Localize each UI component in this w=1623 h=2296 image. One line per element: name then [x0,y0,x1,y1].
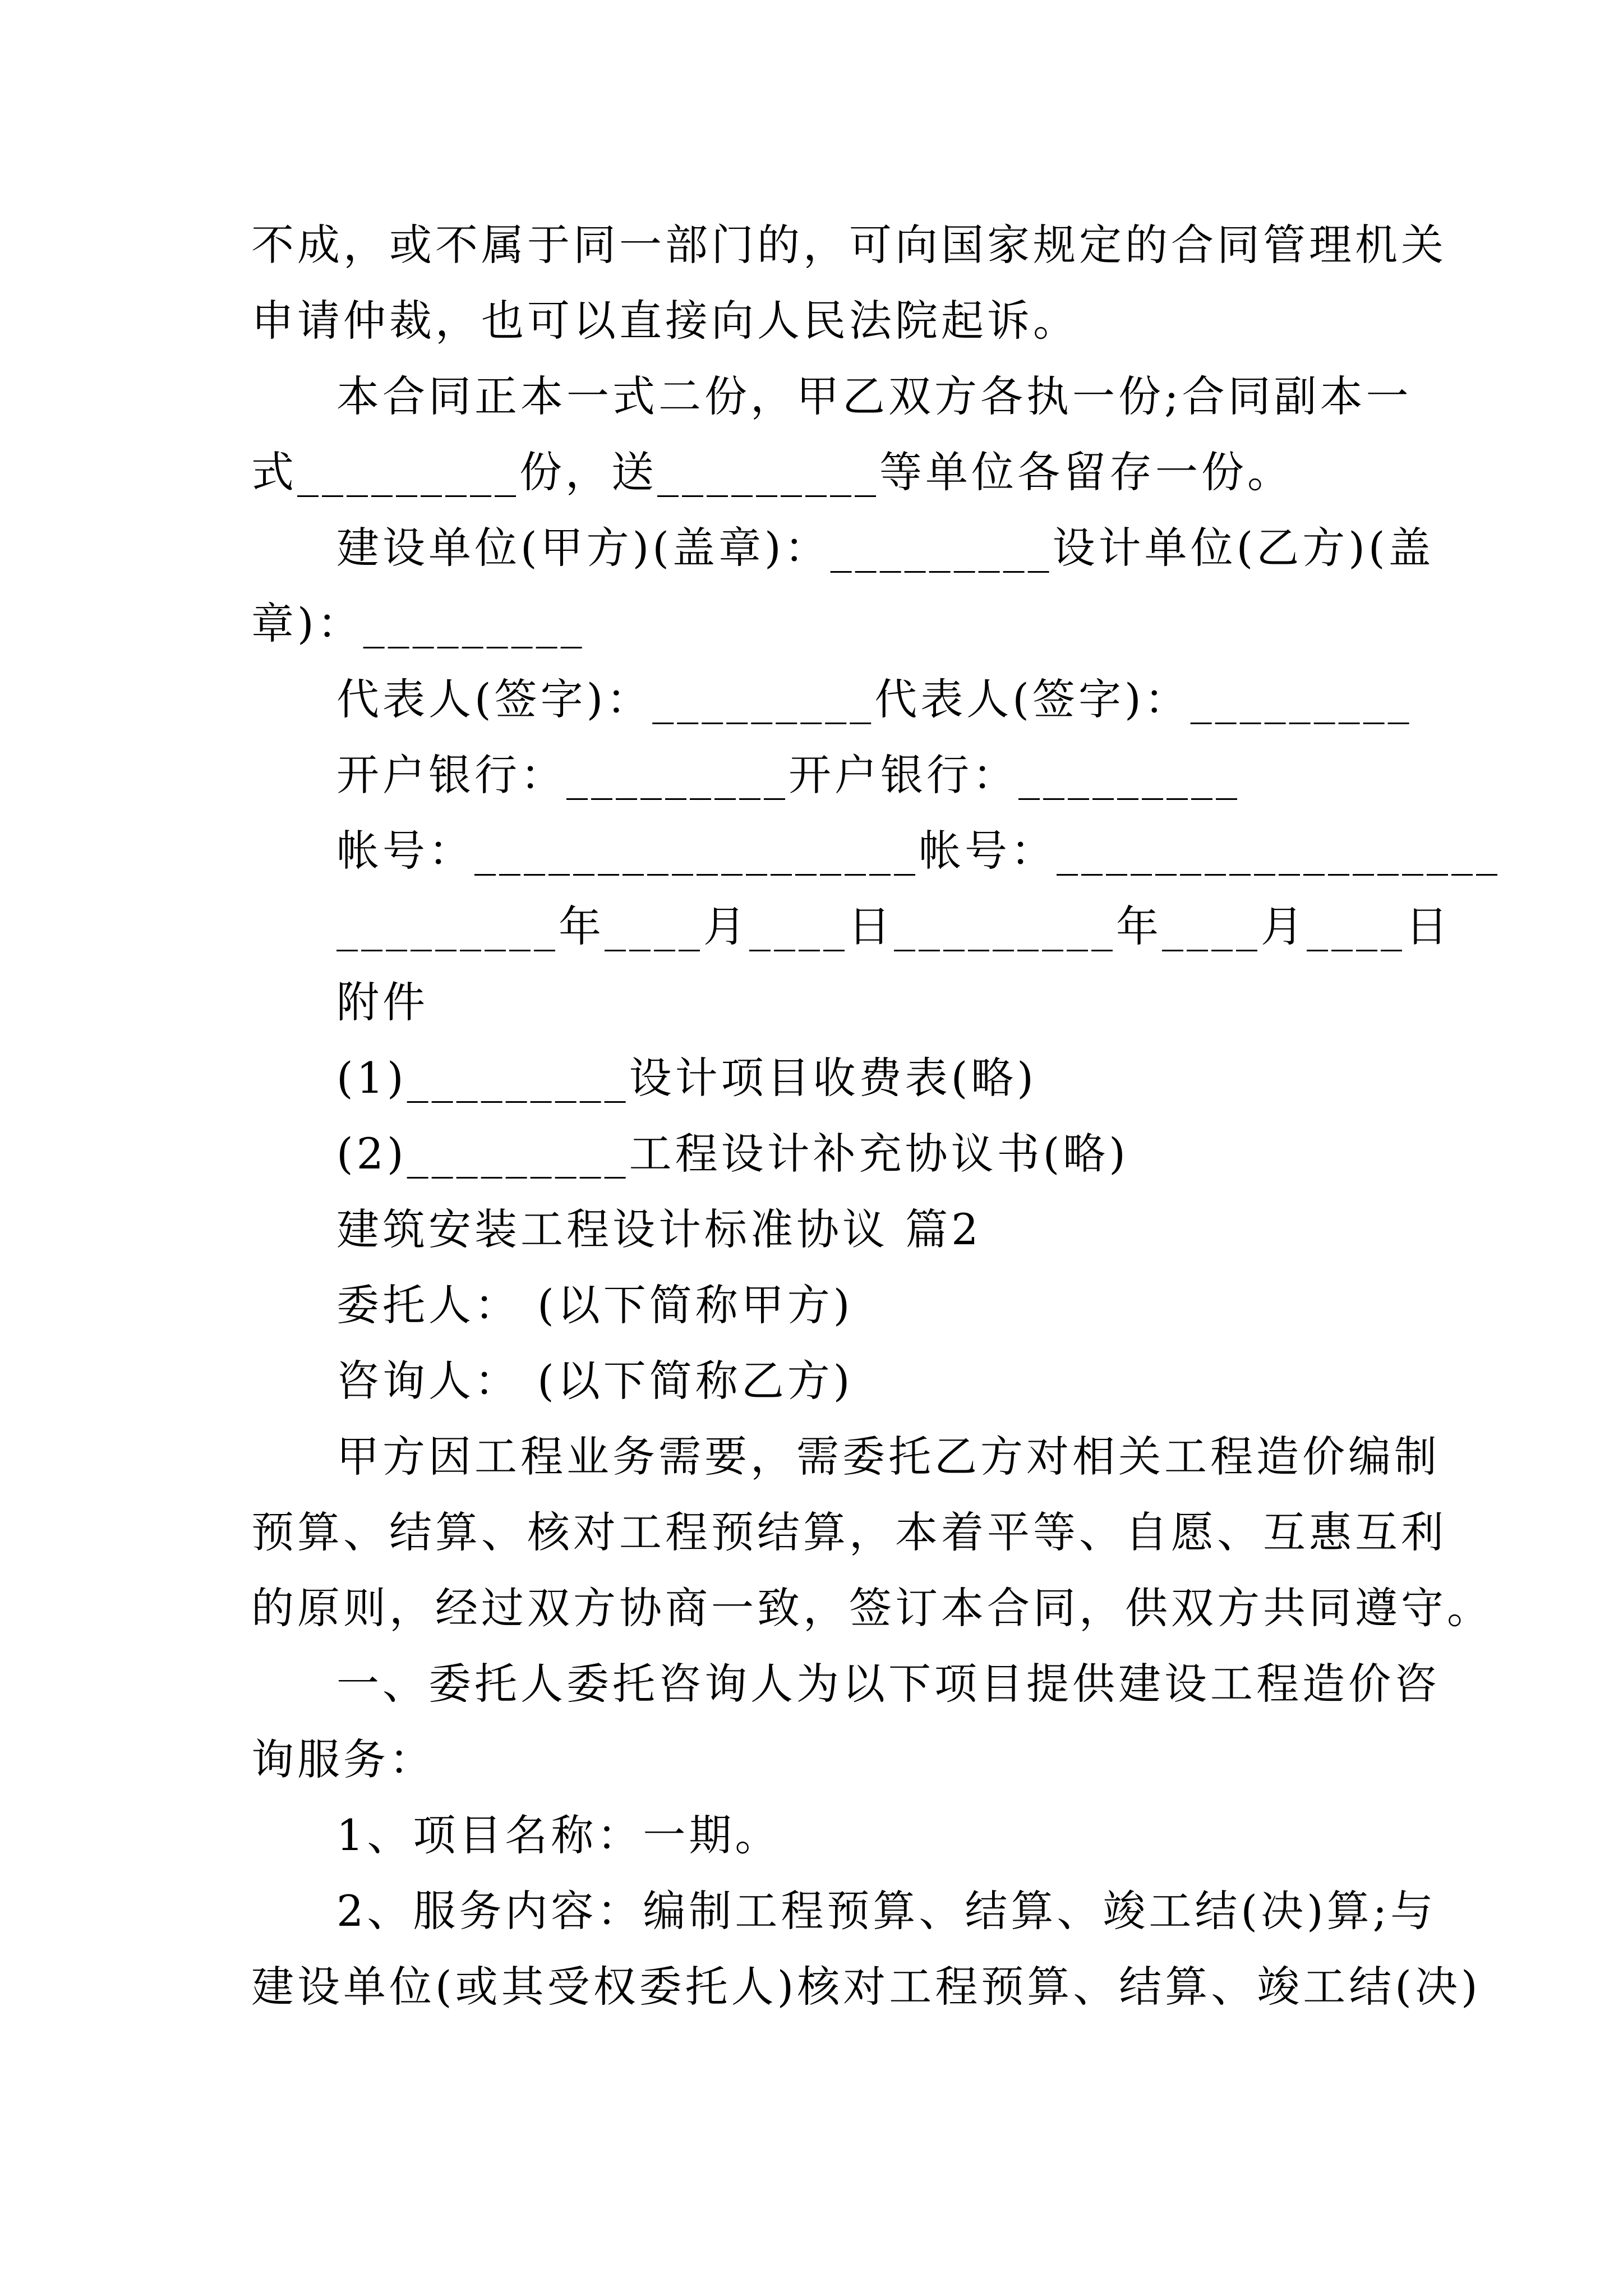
text-line: 本合同正本一式二份，甲乙双方各执一份;合同副本一 [336,371,1412,421]
text-line: 代表人(签字)：_________代表人(签字)：_________ [336,674,1413,724]
text-line: 帐号：__________________帐号：__________________ [336,826,1501,876]
text-line: 2、服务内容：编制工程预算、结算、竣工结(决)算;与 [336,1886,1437,1936]
text-line: 委托人： (以下简称甲方) [336,1280,854,1330]
text-line: 建设单位(甲方)(盖章)：_________设计单位(乙方)(盖 [336,523,1435,573]
text-line: 的原则，经过双方协商一致，签订本合同，供双方共同遵守。 [251,1583,1493,1633]
text-line: (1)_________设计项目收费表(略) [336,1053,1037,1103]
text-line: 章)：_________ [251,599,585,648]
section-heading: 建筑安装工程设计标准协议 篇2 [336,1204,982,1254]
text-line: 建设单位(或其受权委托人)核对工程预算、结算、竣工结(决) [251,1962,1481,2012]
text-line: 申请仲裁，也可以直接向人民法院起诉。 [251,296,1079,346]
text-line: 询服务： [251,1734,435,1784]
text-line: 预算、结算、核对工程预结算，本着平等、自愿、互惠互利 [251,1507,1447,1557]
text-line: _________年____月____日_________年____月____日 [336,901,1451,951]
text-line: 一、委托人委托咨询人为以下项目提供建设工程造价咨 [336,1659,1440,1709]
text-line: 咨询人： (以下简称乙方) [336,1356,854,1406]
text-line: (2)_________工程设计补充协议书(略) [336,1129,1129,1179]
text-line: 甲方因工程业务需要，需委托乙方对相关工程造价编制 [336,1432,1440,1481]
text-line: 附件 [336,977,428,1027]
text-line: 式_________份，送_________等单位各留存一份。 [251,447,1293,497]
text-line: 开户银行：_________开户银行：_________ [336,750,1241,800]
text-line: 1、项目名称：一期。 [336,1810,781,1860]
text-line: 不成，或不属于同一部门的，可向国家规定的合同管理机关 [251,220,1447,270]
